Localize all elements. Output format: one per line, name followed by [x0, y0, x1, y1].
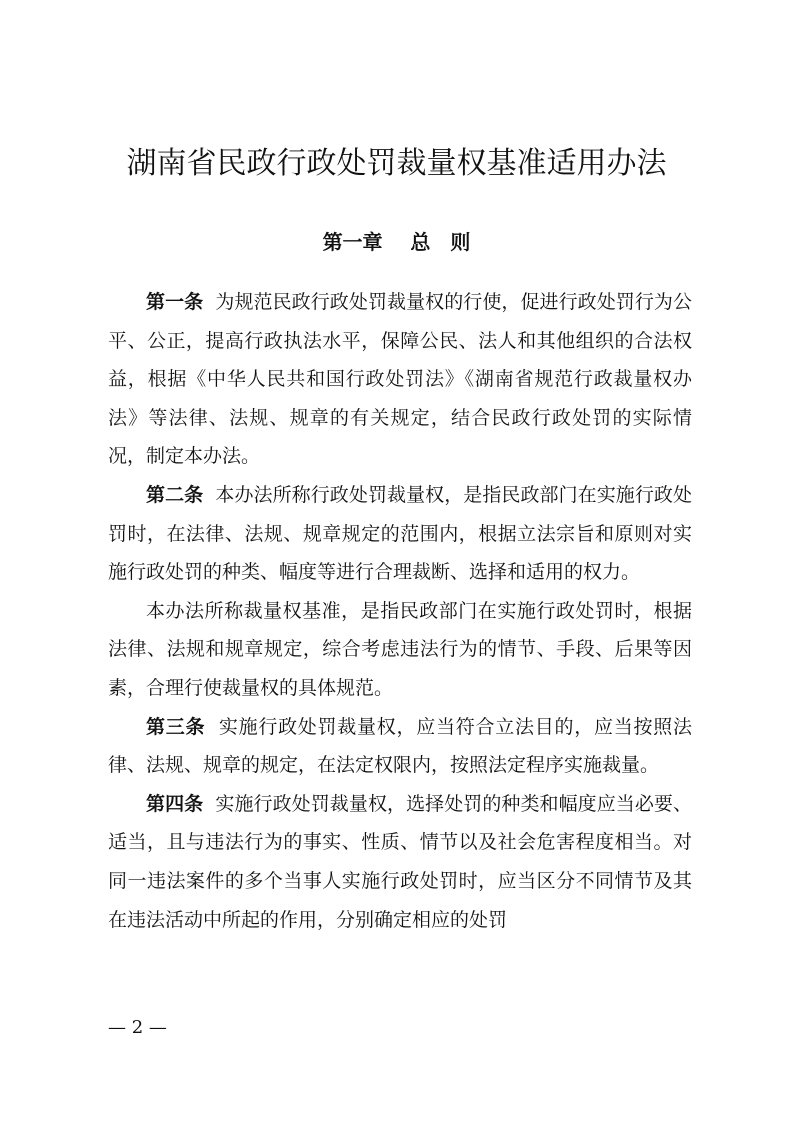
- article-text: 本办法所称行政处罚裁量权，是指民政部门在实施行政处罚时，在法律、法规、规章规定的范围内，根据立法宗旨和原则对实施行政处罚的种类、幅度等进行合理裁断、选择和适用的权力。: [108, 483, 692, 584]
- article-text: 为规范民政行政处罚裁量权的行使，促进行政处罚行为公平、公正，提高行政执法水平，保障公民、法人和其他组织的合法权益，根据《中华人民共和国行政处罚法》《湖南省规范行政裁量权办法》等法律、法规、规章的有关规定，结合民政行政处罚的实际情况，制定本办法。: [108, 291, 692, 468]
- article-text: 本办法所称裁量权基准，是指民政部门在实施行政处罚时，根据法律、法规和规章规定，综合考虑违法行为的情节、手段、后果等因素，合理行使裁量权的具体规范。: [108, 599, 692, 699]
- article-text: 实施行政处罚裁量权，选择处罚的种类和幅度应当必要、适当，且与违法行为的事实、性质、情节以及社会危害程度相当。对同一违法案件的多个当事人实施行政处罚时，应当区分不同情节及其在违法活动中所起的作用，分别确定相应的处罚: [108, 792, 692, 931]
- article-paragraph: [108, 476, 692, 592]
- page-number: — 2 —: [108, 1017, 167, 1038]
- article-paragraph: [108, 708, 692, 785]
- article-paragraph: [108, 283, 692, 476]
- chapter-gap: [383, 230, 411, 254]
- continuation-paragraph: [108, 592, 692, 708]
- article-number: 第三条: [146, 715, 206, 738]
- article-text: 实施行政处罚裁量权，应当符合立法目的，应当按照法律、法规、规章的规定，在法定权限内，按照法定程序实施裁量。: [108, 715, 692, 777]
- article-number: 第一条: [146, 291, 204, 313]
- document-body: [108, 283, 692, 939]
- article-number: 第二条: [146, 483, 204, 506]
- chapter-heading: [0, 226, 793, 258]
- document-title: 湖南省民政行政处罚裁量权基准适用办法: [126, 146, 667, 181]
- article-number: 第四条: [146, 792, 204, 815]
- chapter-name: 总 则: [410, 230, 471, 254]
- article-paragraph: [108, 785, 692, 939]
- chapter-number: 第一章: [322, 230, 383, 254]
